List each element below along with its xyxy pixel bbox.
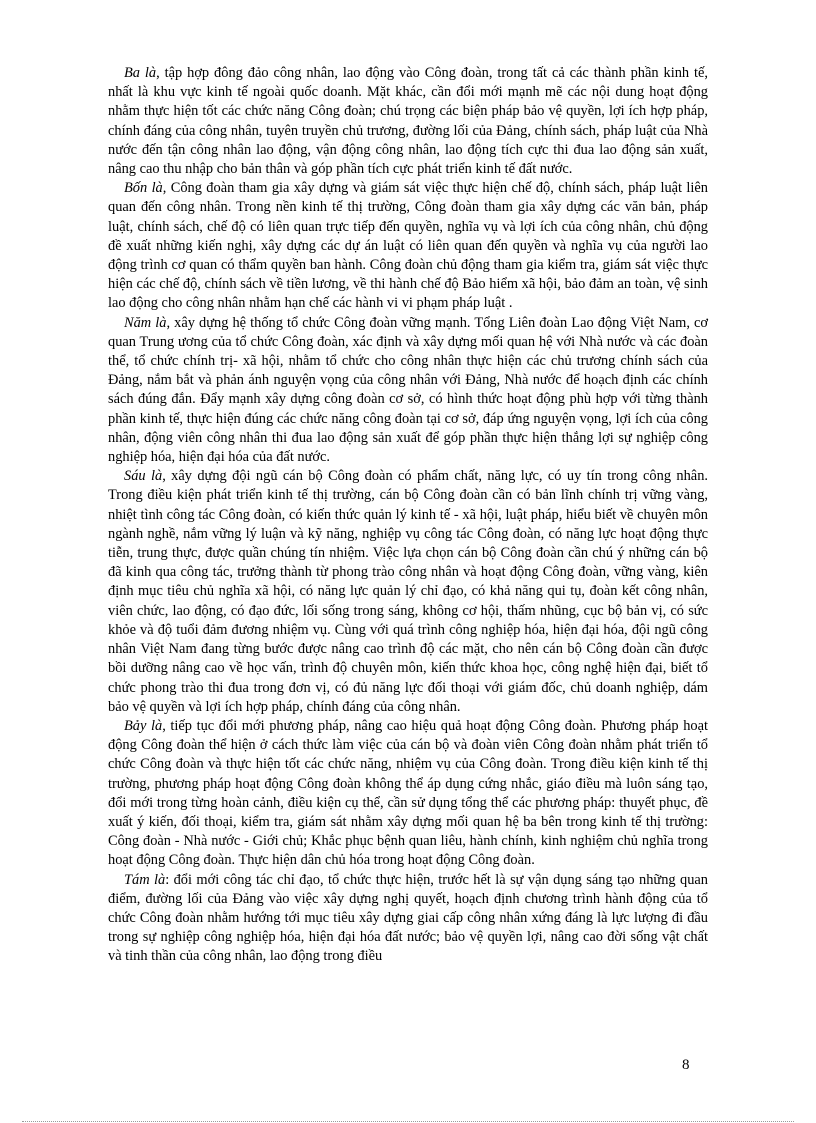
- paragraph-text: , xây dựng hệ thống tổ chức Công đoàn vững mạnh. Tổng Liên đoàn Lao động Việt Nam, cơ quan Trung ương của tổ chức Công đoàn, xác định và xây dựng mối quan hệ với Nhà nước và các đoàn thể, tổ chức chính trị- xã hội, nhằm tổ chức cho công nhân thực hiện các chủ trương chính sách của Đảng, nắm bắt và phản ánh nguyện vọng của công nhân với Đảng, Nhà nước để hoạch định các chính sách đúng đắn. Đẩy mạnh xây dựng công đoàn cơ sở, có hình thức hoạt động phù hợp với từng thành phần kinh tế, thực hiện đúng các chức năng công đoàn tại cơ sở, đáp ứng nguyện vọng, lợi ích của công nhân, động viên công nhân thi đua lao động sản xuất để góp phần thực hiện thắng lợi sự nghiệp công nghiệp hóa, hiện đại hóa của đất nước.: [108, 314, 708, 466]
- paragraph-lead: Sáu là: [124, 468, 163, 485]
- paragraph-text: , xây dựng đội ngũ cán bộ Công đoàn có phẩm chất, năng lực, có uy tín trong công nhân. Trong điều kiện phát triển kinh tế thị trường, cán bộ Công đoàn cần có bản lĩnh chính trị vững vàng, nhiệt tình công tác Công đoàn, có kiến thức quản lý kinh tế - xã hội, luật pháp, hiểu biết về chuyên môn ngành nghề, nắm vững lý luận và kỹ năng, nghiệp vụ công tác Công đoàn, có năng lực hoạt động thực tiễn, trung thực, được quần chúng tín nhiệm. Việc lựa chọn cán bộ Công đoàn cần chú ý những cán bộ đã kinh qua công tác, trưởng thành từ phong trào công nhân và hoạt động Công đoàn, vững vàng, kiên định mục tiêu chủ nghĩa xã hội, có năng lực quản lý chỉ đạo, có khả năng qui tụ, đoàn kết công nhân, viên chức, lao động, có đạo đức, lối sống trong sáng, không cơ hội, thấm nhũng, cục bộ bản vị, có sức khỏe và độ tuổi đảm đương nhiệm vụ. Cùng với quá trình công nghiệp hóa, hiện đại hóa, đội ngũ công nhân Việt Nam đang từng bước được nâng cao trình độ các mặt, cho nên cán bộ Công đoàn cần được bồi dưỡng nâng cao về học vấn, trình độ chuyên môn, kiến thức khoa học, công nghệ hiện đại, biết tổ chức phong trào thi đua trong đơn vị, có đủ năng lực đối thoại với giám đốc, chủ doanh nghiệp, dám bảo vệ quyền và lợi ích hợp pháp, chính đáng của công nhân.: [108, 468, 708, 715]
- paragraph-text: , tiếp tục đổi mới phương pháp, nâng cao hiệu quả hoạt động Công đoàn. Phương pháp hoạt động Công đoàn thể hiện ở cách thức làm việc của cán bộ và đoàn viên Công đoàn nhằm phát triển tổ chức Công đoàn và thực hiện tốt các chức năng, nhiệm vụ của Công đoàn. Trong điều kiện kinh tế thị trường, phương pháp hoạt động Công đoàn không thể áp dụng cứng nhắc, giáo điều mà luôn sáng tạo, đổi mới trong từng hoàn cảnh, điều kiện cụ thể, cần sử dụng tổng thể các phương pháp: thuyết phục, đề xuất ý kiến, đối thoại, kiểm tra, giám sát nhằm xây dựng mối quan hệ ba bên trong kinh tế thị trường: Công đoàn - Nhà nước - Giới chủ; Khắc phục bệnh quan liêu, hành chính, kinh nghiệm chủ nghĩa trong hoạt động Công đoàn. Thực hiện dân chủ hóa trong hoạt động Công đoàn.: [108, 717, 708, 869]
- paragraph-lead: Bốn là: [124, 180, 163, 197]
- paragraph-bay-la: [108, 717, 708, 871]
- document-body: [108, 64, 708, 967]
- paragraph-sau-la: [108, 467, 708, 717]
- page-edge-divider: [22, 1121, 794, 1122]
- paragraph-ba-la: [108, 64, 708, 179]
- paragraph-lead: Ba là: [124, 65, 157, 81]
- paragraph-text: : đổi mới công tác chỉ đạo, tổ chức thực hiện, trước hết là sự vận dụng sáng tạo những quan điểm, đường lối của Đảng vào việc xây dựng nghị quyết, hoạch định chương trình hành động của tổ chức Công đoàn nhằm hướng tới mục tiêu xây dựng giai cấp công nhân xứng đáng là lực lượng đi đầu trong sự nghiệp công nghiệp hóa, hiện đại hóa đất nước; bảo vệ quyền lợi, nâng cao đời sống vật chất và tinh thần của công nhân, lao động trong điều: [108, 871, 708, 965]
- paragraph-lead: Bảy là: [124, 717, 163, 734]
- paragraph-tam-la: [108, 871, 708, 967]
- paragraph-lead: Tám là: [124, 871, 166, 888]
- paragraph-nam-la: [108, 314, 708, 468]
- page-number: 8: [682, 1057, 690, 1073]
- paragraph-text: , Công đoàn tham gia xây dựng và giám sát việc thực hiện chế độ, chính sách, pháp luật liên quan đến công nhân. Trong nền kinh tế thị trường, Công đoàn tham gia xây dựng các văn bản, pháp luật, chính sách, chế độ có liên quan trực tiếp đến quyền, nghĩa vụ và lợi ích của công nhân, chủ động đề xuất những kiến nghị, xây dựng các dự án luật có liên quan đến quyền và nghĩa vụ của người lao động trình cơ quan có thẩm quyền ban hành. Công đoàn chủ động tham gia kiểm tra, giám sát việc thực hiện các chế độ, chính sách về tiền lương, về thi hành chế độ Bảo hiểm xã hội, bảo đảm an toàn, vệ sinh lao động cho công nhân nhằm hạn chế các hành vi vi phạm pháp luật .: [108, 180, 708, 312]
- paragraph-bon-la: [108, 179, 708, 313]
- paragraph-lead: Năm là: [124, 314, 167, 331]
- paragraph-text: , tập hợp đông đảo công nhân, lao động vào Công đoàn, trong tất cả các thành phần kinh tế, nhất là khu vực kinh tế ngoài quốc doanh. Mặt khác, cần đổi mới mạnh mẽ các nội dung hoạt động nhằm thực hiện tốt các chức năng Công đoàn; chú trọng các biện pháp bảo vệ quyền, lợi ích hợp pháp, chính đáng của công nhân, tuyên truyền chủ trương, đường lối của Đảng, chính sách, pháp luật của Nhà nước đến tận công nhân lao động, vận động công nhân, lao động tích cực thi đua lao động sản xuất, nâng cao thu nhập cho bản thân và góp phần tích cực phát triển kinh tế đất nước.: [108, 65, 708, 178]
